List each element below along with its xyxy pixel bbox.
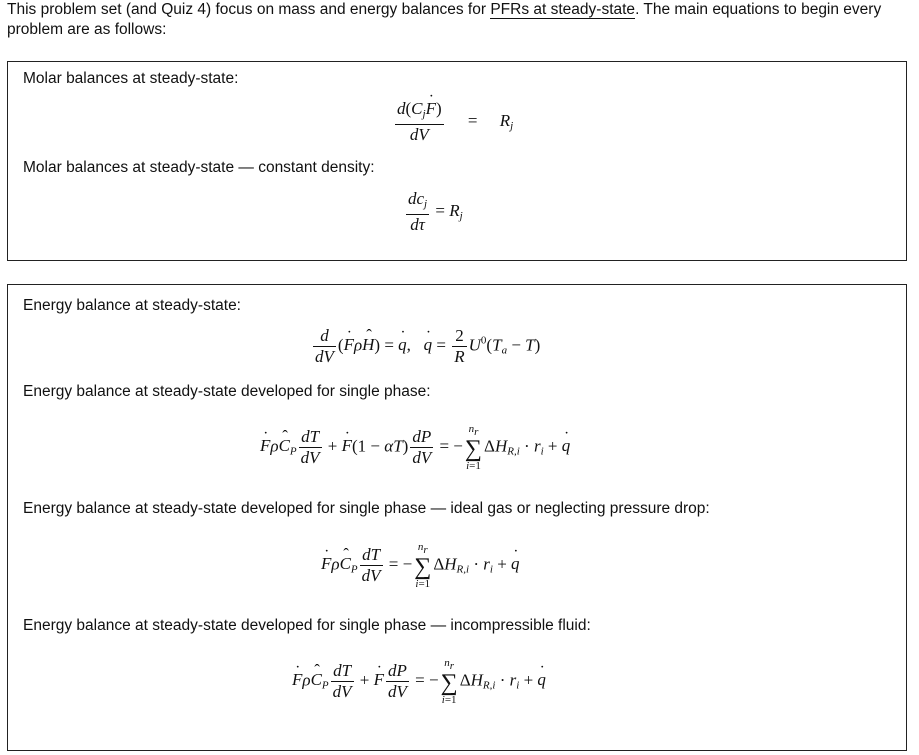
incompressible-equation: F ˙ρC ˆ$_P$ $\frac{dT}{dV}$ + F ˙ $\frac{dP}{dV}$ = $-n_r$ ∑ $i=1\Delta H_{R,i} \cdot r_i + q$ ˙ — [292, 657, 546, 706]
incompressible-label: Energy balance at steady-state developed for single phase — incompressible fluid: — [23, 617, 591, 634]
pfr-steady-state-link[interactable]: PFRs at steady-state — [490, 1, 636, 18]
molar-balances-box — [7, 61, 907, 261]
intro-paragraph — [7, 0, 912, 40]
energy-balance-equation: $\frac{d}{dV}$ (F ˙ρH ˆ) = q ˙, q ˙ = $\frac{2}{R}$ $U^0(T_a - T)$ — [311, 327, 540, 366]
molar-balance-label: Molar balances at steady-state: — [23, 70, 239, 87]
intro-text-start: This problem set (and Quiz 4) focus on mass and energy balances for — [7, 1, 491, 18]
energy-balance-label: Energy balance at steady-state: — [23, 297, 241, 314]
intro-text-end: . The main equations to begin every problem are as follows: — [7, 1, 882, 38]
energy-balances-box — [7, 284, 907, 751]
ideal-gas-equation: F ˙ρC ˆ$_P$ $\frac{dT}{dV}$ = $-n_r$ ∑ $i=1\Delta H_{R,i} \cdot r_i + q$ ˙ — [321, 541, 520, 590]
single-phase-label: Energy balance at steady-state developed for single phase: — [23, 383, 431, 400]
ideal-gas-label: Energy balance at steady-state developed for single phase — ideal gas or neglecting pressure drop: — [23, 500, 710, 517]
constant-density-label: Molar balances at steady-state — constant density: — [23, 159, 375, 176]
molar-balance-equation: $\frac{d(C_jF ˙)}{dV}$ = $R_j$ — [393, 100, 513, 144]
constant-density-equation: $\frac{dc_j}{d\tau}$ = $R_j$ — [408, 189, 463, 234]
single-phase-equation: F ˙ρC ˆ$_P$ $\frac{dT}{dV}$ + F ˙(1 − αT) $\frac{dP}{dV}$ = $-n_r$ ∑ $i=1\Delta H_{R,i} \cdot r_i + q$ ˙ — [260, 423, 570, 472]
